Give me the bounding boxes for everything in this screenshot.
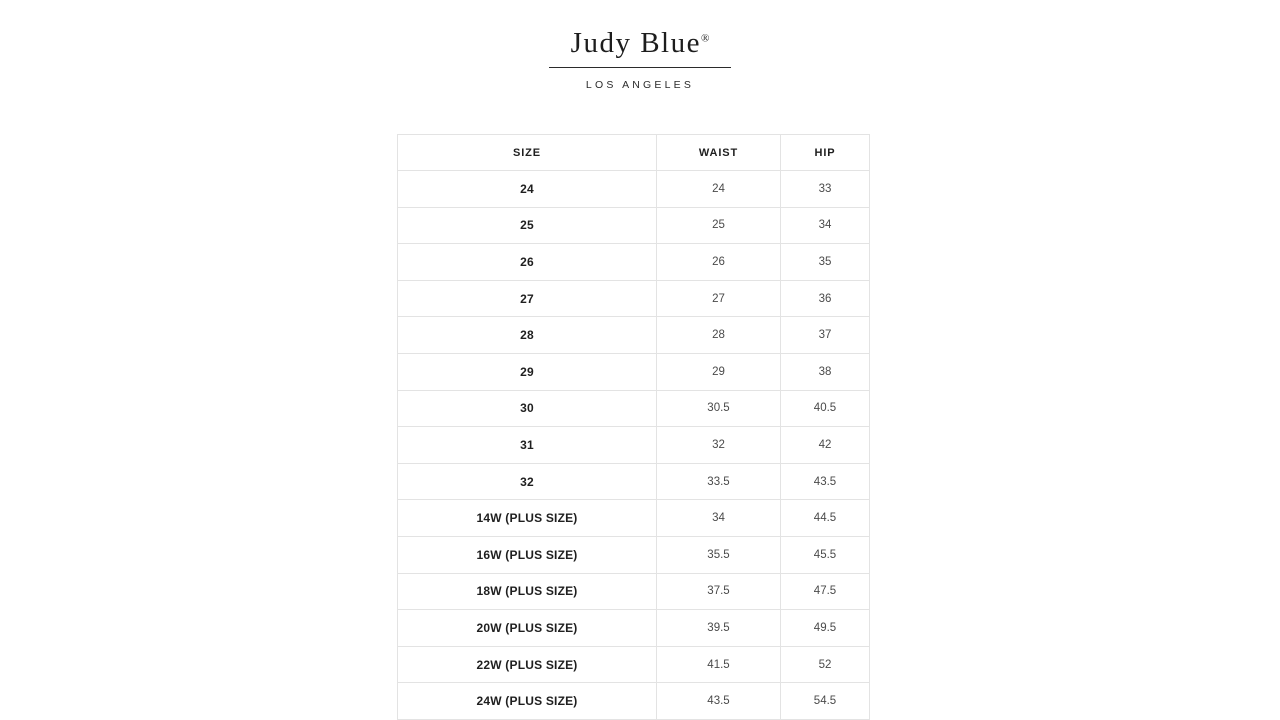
cell-size: 24 <box>398 171 657 208</box>
cell-size: 28 <box>398 317 657 354</box>
cell-size: 29 <box>398 353 657 390</box>
cell-waist: 37.5 <box>657 573 781 610</box>
cell-waist: 26 <box>657 244 781 281</box>
cell-size: 20W (PLUS SIZE) <box>398 610 657 647</box>
cell-hip: 52 <box>781 646 870 683</box>
cell-hip: 35 <box>781 244 870 281</box>
table-header-row <box>398 135 870 171</box>
table-row <box>398 610 870 647</box>
cell-hip: 47.5 <box>781 573 870 610</box>
cell-waist: 41.5 <box>657 646 781 683</box>
table-row <box>398 317 870 354</box>
column-header-hip: HIP <box>781 135 870 171</box>
cell-hip: 42 <box>781 427 870 464</box>
cell-waist: 32 <box>657 427 781 464</box>
cell-hip: 40.5 <box>781 390 870 427</box>
table-row <box>398 573 870 610</box>
cell-waist: 25 <box>657 207 781 244</box>
cell-hip: 34 <box>781 207 870 244</box>
table-row <box>398 683 870 720</box>
cell-size: 27 <box>398 280 657 317</box>
table-row <box>398 353 870 390</box>
table-row <box>398 171 870 208</box>
table-row <box>398 463 870 500</box>
registered-trademark-icon: ® <box>700 32 710 45</box>
table-row <box>398 207 870 244</box>
cell-waist: 43.5 <box>657 683 781 720</box>
cell-size: 24W (PLUS SIZE) <box>398 683 657 720</box>
cell-size: 25 <box>398 207 657 244</box>
size-chart-header-row-group <box>398 135 870 171</box>
cell-waist: 30.5 <box>657 390 781 427</box>
column-header-waist: WAIST <box>657 135 781 171</box>
brand-divider <box>549 67 731 68</box>
table-row <box>398 500 870 537</box>
cell-hip: 45.5 <box>781 536 870 573</box>
cell-waist: 35.5 <box>657 536 781 573</box>
table-row <box>398 427 870 464</box>
cell-hip: 38 <box>781 353 870 390</box>
size-chart-table-wrapper <box>397 134 869 720</box>
cell-waist: 24 <box>657 171 781 208</box>
cell-hip: 49.5 <box>781 610 870 647</box>
brand-logo-text <box>571 28 710 60</box>
cell-waist: 29 <box>657 353 781 390</box>
cell-waist: 27 <box>657 280 781 317</box>
brand-name-text: Judy Blue <box>570 27 701 59</box>
cell-size: 30 <box>398 390 657 427</box>
cell-size: 32 <box>398 463 657 500</box>
size-chart-table <box>397 134 870 720</box>
cell-hip: 43.5 <box>781 463 870 500</box>
table-row <box>398 390 870 427</box>
cell-size: 18W (PLUS SIZE) <box>398 573 657 610</box>
cell-hip: 36 <box>781 280 870 317</box>
table-row <box>398 244 870 281</box>
cell-waist: 33.5 <box>657 463 781 500</box>
cell-size: 31 <box>398 427 657 464</box>
cell-size: 26 <box>398 244 657 281</box>
size-chart-body <box>398 171 870 720</box>
cell-waist: 39.5 <box>657 610 781 647</box>
table-row <box>398 646 870 683</box>
brand-location: LOS ANGELES <box>585 78 695 91</box>
cell-size: 16W (PLUS SIZE) <box>398 536 657 573</box>
cell-size: 22W (PLUS SIZE) <box>398 646 657 683</box>
cell-hip: 37 <box>781 317 870 354</box>
cell-hip: 44.5 <box>781 500 870 537</box>
table-row <box>398 280 870 317</box>
brand-header <box>0 28 1280 91</box>
cell-waist: 28 <box>657 317 781 354</box>
cell-waist: 34 <box>657 500 781 537</box>
cell-hip: 54.5 <box>781 683 870 720</box>
cell-size: 14W (PLUS SIZE) <box>398 500 657 537</box>
cell-hip: 33 <box>781 171 870 208</box>
column-header-size: SIZE <box>398 135 657 171</box>
table-row <box>398 536 870 573</box>
